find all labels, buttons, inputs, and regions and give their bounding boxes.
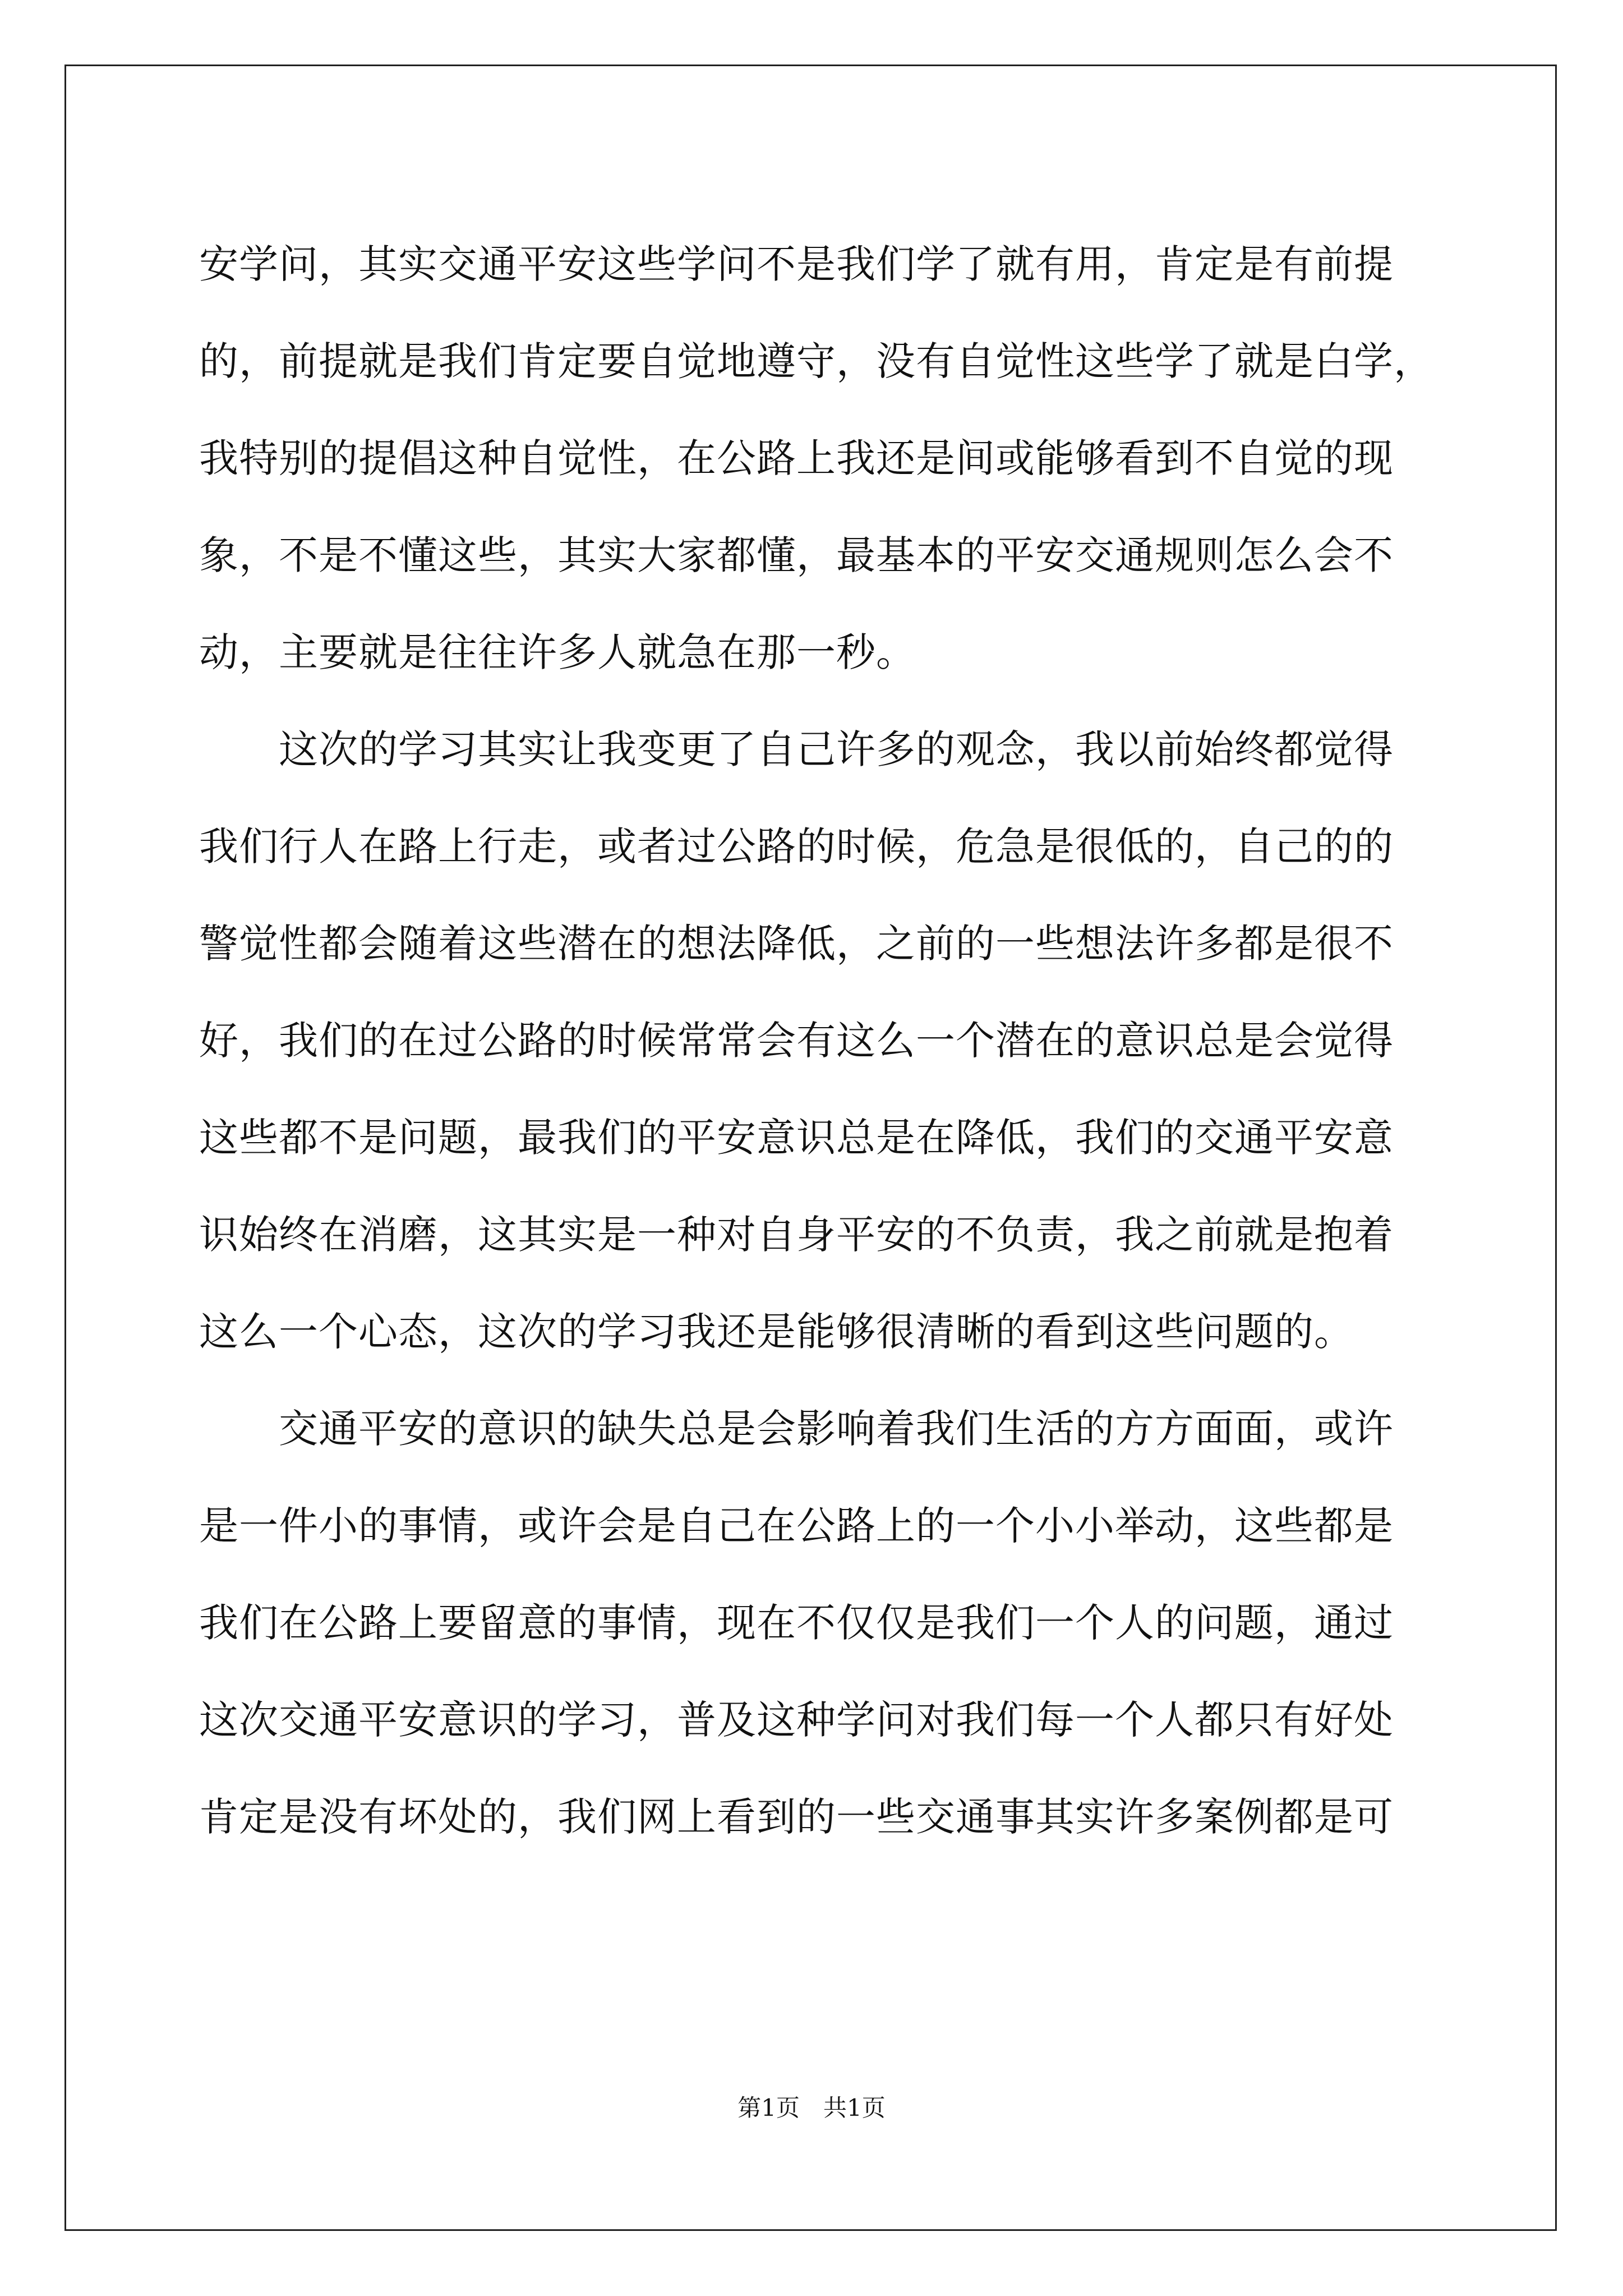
- text-line: 肯定是没有坏处的，我们网上看到的一些交通事其实许多案例都是可: [199, 1794, 1394, 1840]
- text-line: 这次的学习其实让我变更了自己许多的观念，我以前始终都觉得: [199, 726, 1394, 772]
- text-line: 动，主要就是往往许多人就急在那一秒。: [199, 629, 916, 675]
- text-line: 我特别的提倡这种自觉性，在公路上我还是间或能够看到不自觉的现: [199, 435, 1394, 481]
- text-line: 我们在公路上要留意的事情，现在不仅仅是我们一个人的问题，通过: [199, 1600, 1394, 1646]
- text-line: 这次交通平安意识的学习，普及这种学问对我们每一个人都只有好处: [199, 1697, 1394, 1743]
- text-line: 好，我们的在过公路的时候常常会有这么一个潜在的意识总是会觉得: [199, 1018, 1394, 1064]
- text-line: 象，不是不懂这些，其实大家都懂，最基本的平安交通规则怎么会不: [199, 532, 1394, 578]
- page-footer: 第1页 共1页: [737, 2094, 886, 2122]
- text-line: 识始终在消磨，这其实是一种对自身平安的不负责，我之前就是抱着: [199, 1212, 1394, 1258]
- text-line: 的，前提就是我们肯定要自觉地遵守，没有自觉性这些学了就是白学，: [199, 338, 1433, 384]
- text-line: 这么一个心态，这次的学习我还是能够很清晰的看到这些问题的。: [199, 1309, 1354, 1355]
- text-line: 安学问，其实交通平安这些学问不是我们学了就有用，肯定是有前提: [199, 241, 1394, 287]
- text-line: 交通平安的意识的缺失总是会影响着我们生活的方方面面，或许: [199, 1406, 1394, 1452]
- text-line: 警觉性都会随着这些潜在的想法降低，之前的一些想法许多都是很不: [199, 921, 1394, 967]
- text-line: 是一件小的事情，或许会是自己在公路上的一个小小举动，这些都是: [199, 1503, 1394, 1549]
- text-line: 这些都不是问题，最我们的平安意识总是在降低，我们的交通平安意: [199, 1115, 1394, 1161]
- text-line: 我们行人在路上行走，或者过公路的时候，危急是很低的，自己的的: [199, 823, 1394, 869]
- document-body: [199, 216, 1433, 1866]
